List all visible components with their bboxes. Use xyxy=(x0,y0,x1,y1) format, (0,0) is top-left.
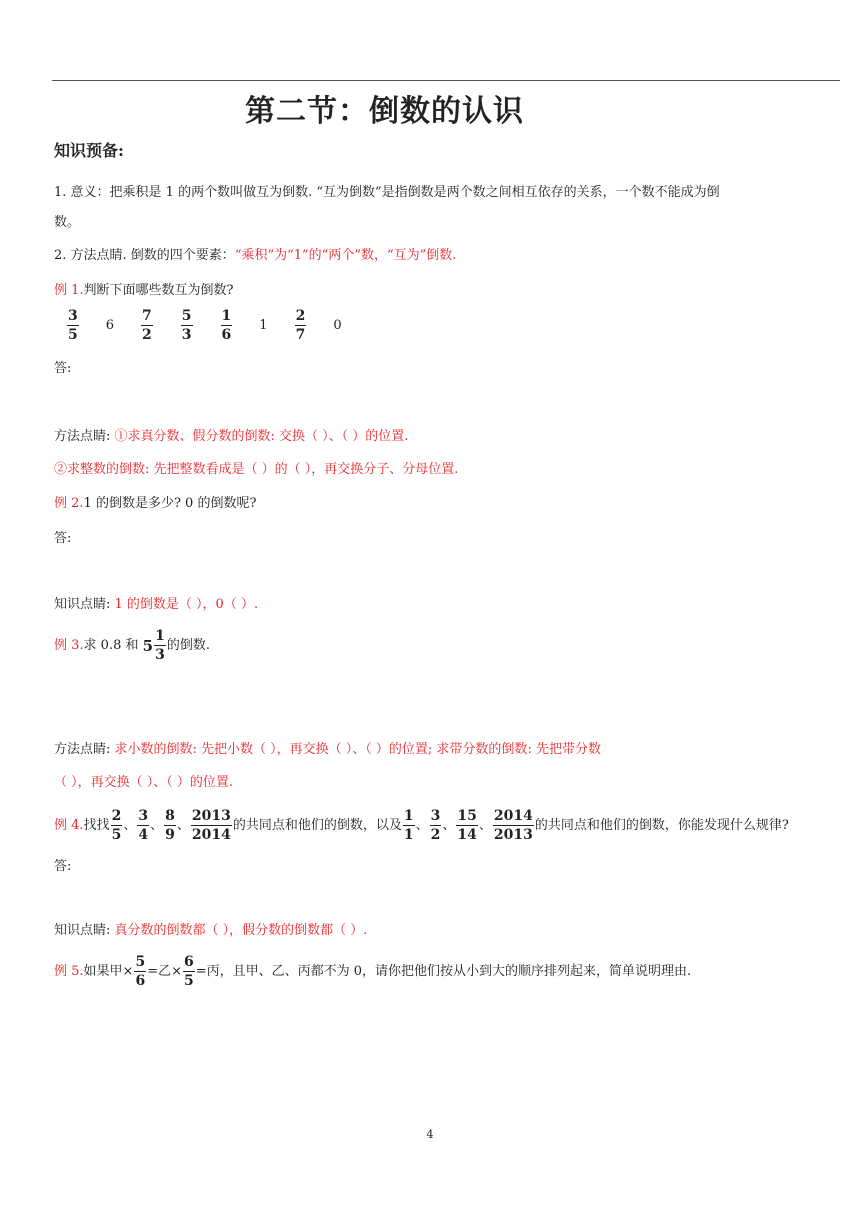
method-label: 2. 方法点睛. 倒数的四个要素： xyxy=(54,248,235,263)
fraction: $\frac{1}{3}$ xyxy=(155,628,165,663)
knowledge-1 xyxy=(54,596,258,614)
knowledge-2 xyxy=(54,922,367,940)
example-4-text-a: 找找 xyxy=(83,818,110,833)
method-red-text: “乘积”为“1”的“两个”数，“互为”倒数. xyxy=(234,248,457,263)
knowledge-1-red: 1 的倒数是（ ），0（ ）. xyxy=(114,597,259,612)
example-1-numbers xyxy=(66,308,368,343)
page-number: 4 xyxy=(426,1128,434,1141)
fraction: $\frac{3}{4}$ xyxy=(138,808,149,843)
answer-4: 答: xyxy=(54,859,72,874)
fraction: $\frac{2}{5}$ xyxy=(111,808,122,843)
number-item xyxy=(180,308,194,343)
definition-line-1: 1. 意义：把乘积是 1 的两个数叫做互为倒数. “互为倒数”是指倒数是两个数之间相互依存的关系，一个数不能成为倒 xyxy=(54,185,720,200)
number-item: 1 xyxy=(259,318,268,333)
section-heading: 知识预备: xyxy=(54,141,124,160)
example-5 xyxy=(54,954,691,989)
example-1-label: 例 1. xyxy=(54,283,84,298)
example-2-label: 例 2. xyxy=(54,496,84,511)
fraction: $\frac{2}{7}$ xyxy=(295,308,306,343)
fraction: $\frac{2014}{2013}$ xyxy=(493,808,533,843)
fraction: $\frac{5}{3}$ xyxy=(181,308,192,343)
fraction: $\frac{7}{2}$ xyxy=(142,308,152,343)
fraction: $\frac{8}{9}$ xyxy=(165,808,175,843)
fraction: $\frac{5}{6}$ xyxy=(135,954,146,989)
example-4-text-b: 的共同点和他们的倒数，以及 xyxy=(232,818,402,833)
number-item xyxy=(66,308,80,343)
example-4-text-c: 的共同点和他们的倒数，你能发现什么规律? xyxy=(534,818,789,833)
tip-1-label: 方法点睛: xyxy=(54,429,115,444)
tip-1 xyxy=(54,428,408,446)
example-3-text-a: 求 0.8 和 xyxy=(83,638,139,653)
example-5-eq-2: =丙 xyxy=(195,964,220,979)
definition-line-2: 数。 xyxy=(54,215,81,230)
example-2 xyxy=(54,495,256,513)
example-3-text-b: 的倒数. xyxy=(166,638,210,653)
answer-1: 答: xyxy=(54,361,72,376)
fraction: $\frac{3}{2}$ xyxy=(430,808,441,843)
mixed-number: 5 $\frac{1}{3}$ xyxy=(142,628,165,663)
fraction: $\frac{3}{5}$ xyxy=(68,308,78,343)
knowledge-2-label: 知识点睛: xyxy=(54,923,115,938)
fraction: $\frac{1}{6}$ xyxy=(221,308,232,343)
example-2-text: 1 的倒数是多少? 0 的倒数呢? xyxy=(83,496,257,511)
tip-3-red-a: 求小数的倒数: 先把小数（ ），再交换（ ）、（ ）的位置; 求带分数的倒数: 先把带分数 xyxy=(114,742,601,757)
answer-2: 答: xyxy=(54,531,72,546)
number-item xyxy=(220,308,234,343)
example-3-label: 例 3. xyxy=(54,638,84,653)
fraction: $\frac{6}{5}$ xyxy=(184,954,194,989)
example-5-text-a: 如果甲× xyxy=(83,964,134,979)
tip-1-red: ①求真分数、假分数的倒数: 交换（ ）、（ ）的位置. xyxy=(114,429,409,444)
fraction: $\frac{2013}{2014}$ xyxy=(191,808,231,843)
number-item: 0 xyxy=(333,318,342,333)
example-5-text-b: ，且甲、乙、丙都不为 0，请你把他们按从小到大的顺序排列起来，简单说明理由. xyxy=(219,964,692,979)
tip-3-line-2: （ ），再交换（ ）、（ ）的位置. xyxy=(54,775,234,790)
knowledge-1-label: 知识点睛: xyxy=(54,597,115,612)
tip-3-label: 方法点睛: xyxy=(54,742,115,757)
tip-2: ②求整数的倒数: 先把整数看成是（ ）的（ ），再交换分子、分母位置. xyxy=(54,462,459,477)
example-5-eq-1: =乙× xyxy=(147,964,182,979)
knowledge-2-red: 真分数的倒数都（ ），假分数的倒数都（ ）. xyxy=(114,923,368,938)
method-line xyxy=(54,247,456,265)
number-item xyxy=(294,308,308,343)
fraction: $\frac{1}{1}$ xyxy=(403,808,414,843)
tip-3 xyxy=(54,741,601,759)
header-rule xyxy=(52,80,840,81)
number-item xyxy=(140,308,154,343)
example-3 xyxy=(54,628,210,663)
example-1 xyxy=(54,282,234,300)
page-title: 第二节：倒数的认识 xyxy=(245,94,524,129)
example-5-label: 例 5. xyxy=(54,964,84,979)
fraction: $\frac{15}{14}$ xyxy=(457,808,477,843)
example-1-text: 判断下面哪些数互为倒数? xyxy=(83,283,234,298)
number-item: 6 xyxy=(105,318,115,333)
example-4-label: 例 4. xyxy=(54,818,84,833)
example-4: 例 4.找找 $\frac{2}{5}$ 、 $\frac{3}{4}$ 、 $\frac{8}{9}$ 、 $\frac{2013}{2014}$ 的共同点和他们的倒数，以及 $\frac{1}{1}$ 、 $\frac{3}{2}$ 、 $\frac{15}{14}$ 、 $\frac{2014}{2013}$ 的共同点和他们的倒数，你能发现什么规律? xyxy=(54,808,789,843)
